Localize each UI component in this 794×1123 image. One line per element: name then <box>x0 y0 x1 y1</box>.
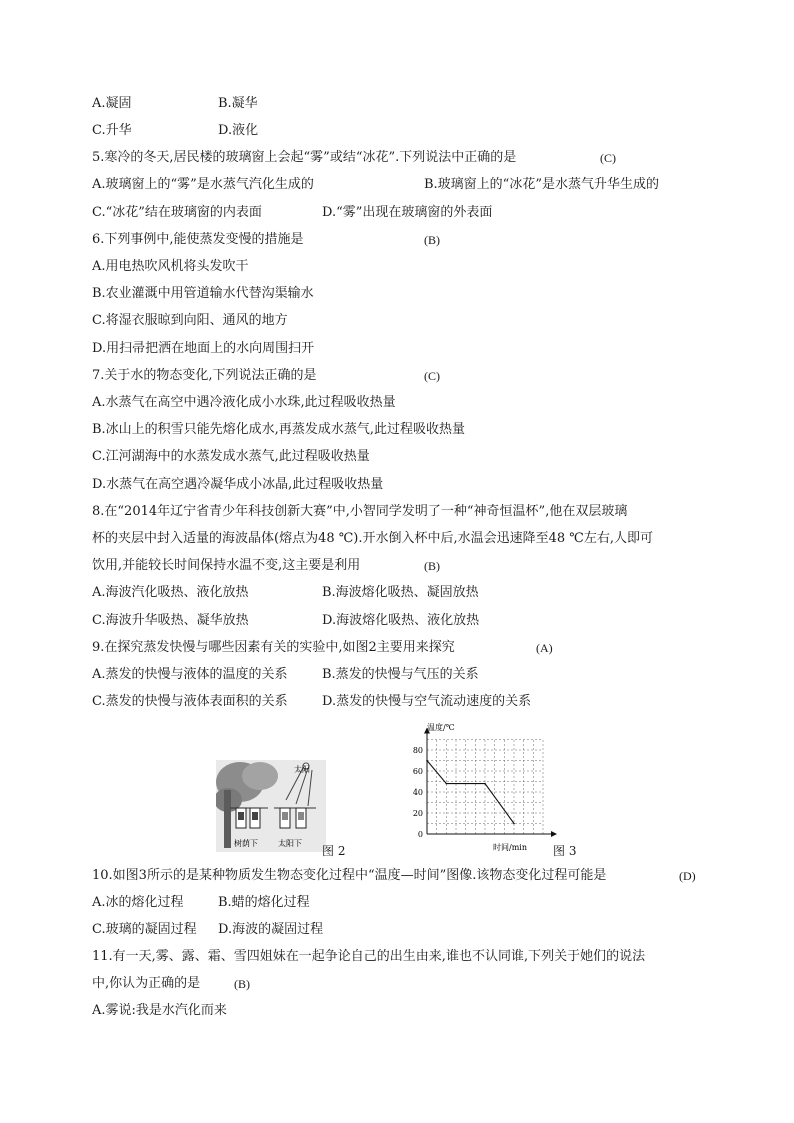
y-axis-label: 温度/℃ <box>427 723 455 732</box>
temperature-time-chart <box>405 722 565 858</box>
q9-stem: 9.在探究蒸发快慢与哪些因素有关的实验中,如图2主要用来探究 <box>92 640 455 655</box>
q10-option-a: A.冰的熔化过程 <box>92 895 184 910</box>
y-tick-label: 20 <box>412 809 423 818</box>
figure-2-caption: 图 2 <box>322 844 346 858</box>
figure-3-chart <box>405 722 565 858</box>
q9-option-c: C.蒸发的快慢与液体表面积的关系 <box>92 694 288 709</box>
y-tick-label: 60 <box>412 767 423 776</box>
series-point <box>426 760 428 762</box>
q10-answer: (D) <box>679 869 696 883</box>
q6-option-d: D.用扫帚把洒在地面上的水向周围扫开 <box>92 341 315 356</box>
q4-option-a: A.凝固 <box>92 96 132 111</box>
q8-option-a: A.海波汽化吸热、液化放热 <box>92 585 249 600</box>
q8-stem-line3: 饮用,并能较长时间保持水温不变,这主要是利用 <box>92 558 361 573</box>
q8-option-b: B.海波熔化吸热、凝固放热 <box>322 585 479 600</box>
figure-2-illustration <box>216 760 326 852</box>
x-axis-arrow <box>551 831 557 837</box>
q7-answer: (C) <box>424 369 440 383</box>
series-point <box>446 783 448 785</box>
figure-3-caption: 图 3 <box>553 844 577 858</box>
q11-stem-line2: 中,你认为正确的是 <box>92 976 201 991</box>
q5-option-b: B.玻璃窗上的“冰花”是水蒸气升华生成的 <box>424 177 659 192</box>
y-tick-label: 40 <box>412 788 423 797</box>
q10-option-c: C.玻璃的凝固过程 <box>92 922 197 937</box>
figure-2-drawing <box>216 760 326 852</box>
q10-option-b: B.蜡的熔化过程 <box>218 895 310 910</box>
q8-option-d: D.海波熔化吸热、液化放热 <box>322 613 480 628</box>
q7-option-d: D.水蒸气在高空遇冷凝华成小冰晶,此过程吸收热量 <box>92 477 384 492</box>
q8-option-c: C.海波升华吸热、凝华放热 <box>92 613 249 628</box>
q6-option-a: A.用电热吹风机将头发吹干 <box>92 259 249 274</box>
q6-option-b: B.农业灌溉中用管道输水代替沟渠输水 <box>92 286 314 301</box>
q6-answer: (B) <box>424 233 440 247</box>
q6-option-c: C.将湿衣服晾到向阳、通风的地方 <box>92 313 288 328</box>
q9-option-d: D.蒸发的快慢与空气流动速度的关系 <box>322 694 532 709</box>
q7-option-a: A.水蒸气在高空中遇冷液化成小水珠,此过程吸收热量 <box>92 395 396 410</box>
q10-option-d: D.海波的凝固过程 <box>218 922 324 937</box>
label-sun: 太阳 <box>294 765 310 774</box>
x-axis-label: 时间/min <box>493 843 527 852</box>
q7-stem: 7.关于水的物态变化,下列说法正确的是 <box>92 368 317 383</box>
series-point <box>513 823 515 825</box>
q5-answer: (C) <box>600 151 616 165</box>
q5-option-c: C.“冰花”结在玻璃窗的内表面 <box>92 205 262 220</box>
q9-option-a: A.蒸发的快慢与液体的温度的关系 <box>92 667 288 682</box>
q8-answer: (B) <box>424 559 440 573</box>
q5-option-a: A.玻璃窗上的“雾”是水蒸气汽化生成的 <box>92 177 314 192</box>
q9-option-b: B.蒸发的快慢与气压的关系 <box>322 667 479 682</box>
q4-option-b: B.凝华 <box>218 96 258 111</box>
q5-option-d: D.“雾”出现在玻璃窗的外表面 <box>322 205 493 220</box>
y-tick-label: 0 <box>417 830 423 839</box>
label-shade: 树荫下 <box>234 839 258 848</box>
q10-stem: 10.如图3所示的是某种物质发生物态变化过程中“温度—时间”图像.该物态变化过程可能是 <box>92 868 607 883</box>
series-point <box>484 783 486 785</box>
q11-option-a: A.雾说:我是水汽化而来 <box>92 1003 227 1018</box>
q4-option-c: C.升华 <box>92 123 132 138</box>
q9-answer: (A) <box>536 641 553 655</box>
q5-stem: 5.寒冷的冬天,居民楼的玻璃窗上会起“雾”或结“冰花”.下列说法中正确的是 <box>92 150 517 165</box>
q11-answer: (B) <box>234 977 250 991</box>
q6-stem: 6.下列事例中,能使蒸发变慢的措施是 <box>92 232 304 247</box>
q7-option-b: B.冰山上的积雪只能先熔化成水,再蒸发成水蒸气,此过程吸收热量 <box>92 422 465 437</box>
q11-stem-line1: 11.有一天,雾、露、霜、雪四姐妹在一起争论自己的出生由来,谁也不认同谁,下列关于她们的说法 <box>92 949 646 964</box>
y-tick-label: 80 <box>412 746 423 755</box>
q4-option-d: D.液化 <box>218 123 259 138</box>
label-sunlit: 太阳下 <box>278 839 302 848</box>
q8-stem-line2: 杯的夹层中封入适量的海波晶体(熔点为48 ℃).开水倒入杯中后,水温会迅速降至48 ℃左右,人即可 <box>92 531 653 546</box>
q7-option-c: C.江河湖海中的水蒸发成水蒸气,此过程吸收热量 <box>92 449 370 464</box>
q8-stem-line1: 8.在“2014年辽宁省青少年科技创新大赛”中,小智同学发明了一种“神奇恒温杯”,他在双层玻璃 <box>92 504 628 519</box>
